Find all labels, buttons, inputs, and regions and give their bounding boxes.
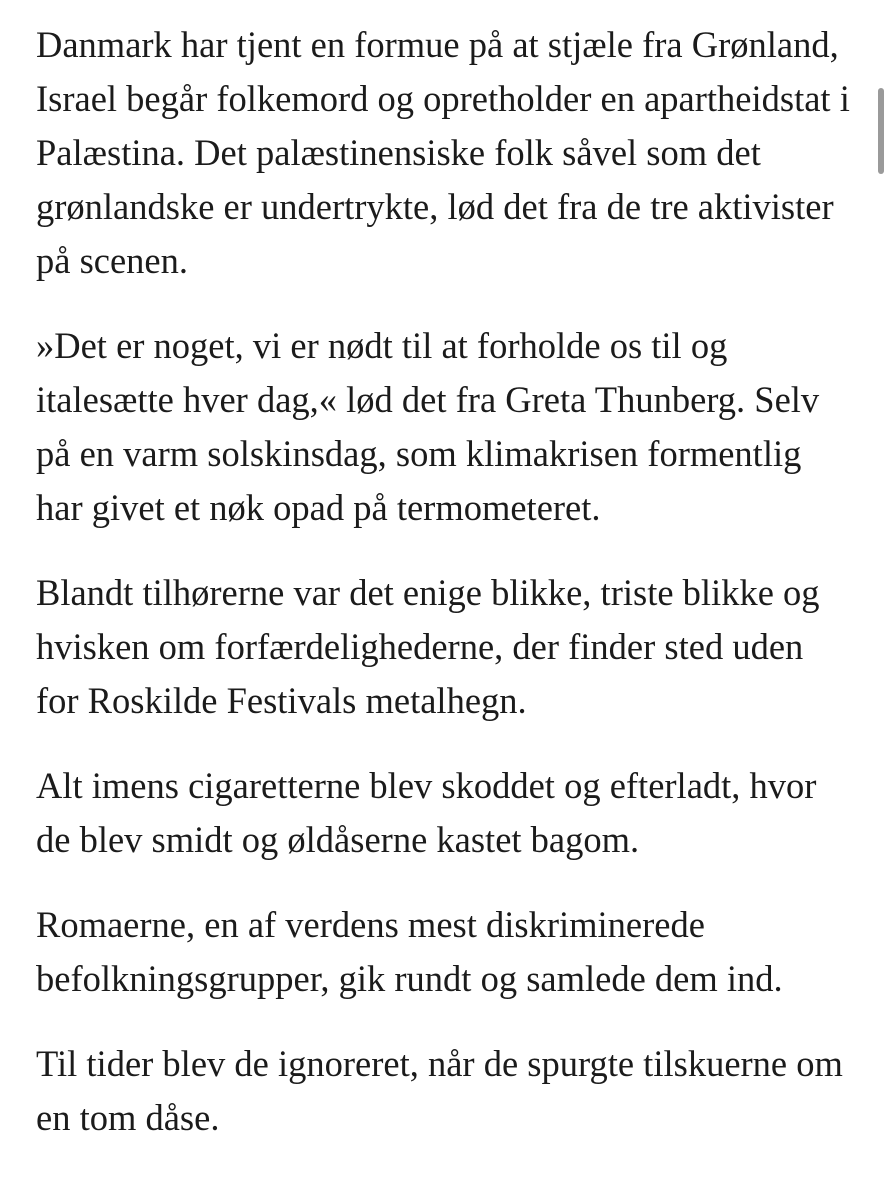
article-paragraph: Romaerne, en af verdens mest diskriminerede befolkningsgrupper, gik rundt og samlede dem ind. bbox=[36, 904, 783, 999]
article-paragraph: »Det er noget, vi er nødt til at forholde os til og italesætte hver dag,« lød det fra Greta Thunberg. Selv på en varm solskinsdag, som klimakrisen formentlig har givet et nøk opad på termometeret. bbox=[36, 325, 820, 528]
article-paragraph: Alt imens cigaretterne blev skoddet og efterladt, hvor de blev smidt og øldåserne kastet bagom. bbox=[36, 765, 817, 860]
scrollbar-thumb[interactable] bbox=[878, 88, 884, 174]
article-paragraph: Blandt tilhørerne var det enige blikke, triste blikke og hvisken om forfærdelighederne, der finder sted uden for Roskilde Festivals metalhegn. bbox=[36, 572, 820, 721]
article-paragraph: Danmark har tjent en formue på at stjæle fra Grønland, Israel begår folkemord og opretholder en apartheidstat i Palæstina. Det palæstinensiske folk såvel som det grønlandske er undertrykte, lød det fra de tre aktivister på scenen. bbox=[36, 24, 850, 281]
article-paragraph: Til tider blev de ignoreret, når de spurgte tilskuerne om en tom dåse. bbox=[36, 1043, 843, 1138]
article-body bbox=[36, 18, 852, 1176]
